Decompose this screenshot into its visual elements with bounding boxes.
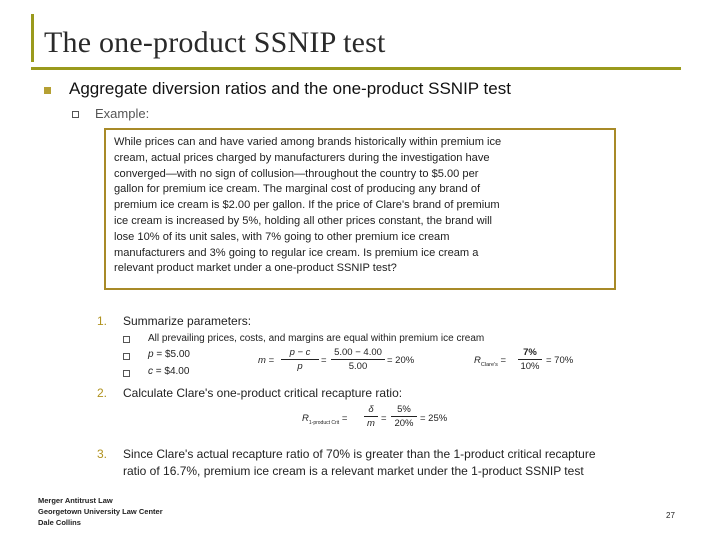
title-accent-bar [31,14,34,62]
param-line: All prevailing prices, costs, and margins are equal within premium ice cream [148,333,485,344]
recapture-fraction: 7% 10% [518,347,542,372]
title-divider [31,67,681,70]
example-line: While prices can and have varied among brands historically within premium ice [114,136,502,148]
critical-result: = 25% [420,413,448,424]
sub-bullet-icon [72,111,79,118]
step-number: 3. [97,447,108,461]
example-line: premium ice cream is $2.00 per gallon. If the price of Clare's brand of premium [114,199,500,212]
example-line: ice cream is increased by 5%, holding all other prices constant, the brand will [114,214,492,227]
param-price: p = $5.00 [148,349,190,360]
example-line: converged—with no sign of collusion—throughout the country to $5.00 per [114,167,479,180]
step-text: Since Clare's actual recapture ratio of 70% is greater than the 1-product critical recapture [123,447,596,461]
sub-bullet-text: Example: [95,106,150,121]
page-title: The one-product SSNIP test [44,26,386,59]
example-line: gallon for premium ice cream. The marginal cost of producing any brand of [114,183,481,196]
example-line: relevant product market under a one-product SSNIP test? [114,262,397,275]
margin-fraction-symbolic: p − c p [281,347,319,372]
main-bullet-text: Aggregate diversion ratios and the one-product SSNIP test [69,79,511,98]
step-number: 1. [97,314,108,328]
step-text-continued: ratio of 16.7%, premium ice cream is a relevant market under the 1-product SSNIP test [123,464,584,478]
critical-fraction-symbolic: δ m [364,404,378,429]
margin-fraction-numeric: 5.00 − 4.00 5.00 [331,347,385,372]
margin-lhs: m = [258,355,275,366]
footer-school: Georgetown University Law Center [38,507,163,516]
example-line: cream, actual prices charged by manufacturers during the investigation have [114,151,490,164]
footer-course: Merger Antitrust Law [38,496,113,505]
example-line: manufacturers and 3% going to regular ice cream. Is premium ice cream a [114,246,479,259]
param-bullet-icon [123,353,130,360]
example-box [104,128,616,290]
step-text: Calculate Clare's one-product critical recapture ratio: [123,386,403,400]
example-line: lose 10% of its unit sales, with 7% going to other premium ice cream [114,230,450,243]
recapture-result: = 70% [546,355,574,366]
step-text: Summarize parameters: [123,314,252,328]
critical-eq: = [381,413,387,424]
param-cost: c = $4.00 [148,366,190,377]
margin-eq: = [321,355,327,366]
param-bullet-icon [123,336,130,343]
bullet-square-icon [44,87,51,94]
recapture-lhs: $R_{Clare's}$ = [474,355,507,368]
page-number: 27 [666,511,675,520]
footer-author: Dale Collins [38,518,81,527]
critical-lhs: $R_{1-product Crit}$ = [302,413,348,426]
param-bullet-icon [123,370,130,377]
margin-result: = 20% [387,355,415,366]
critical-fraction-numeric: 5% 20% [391,404,417,429]
step-number: 2. [97,386,108,400]
